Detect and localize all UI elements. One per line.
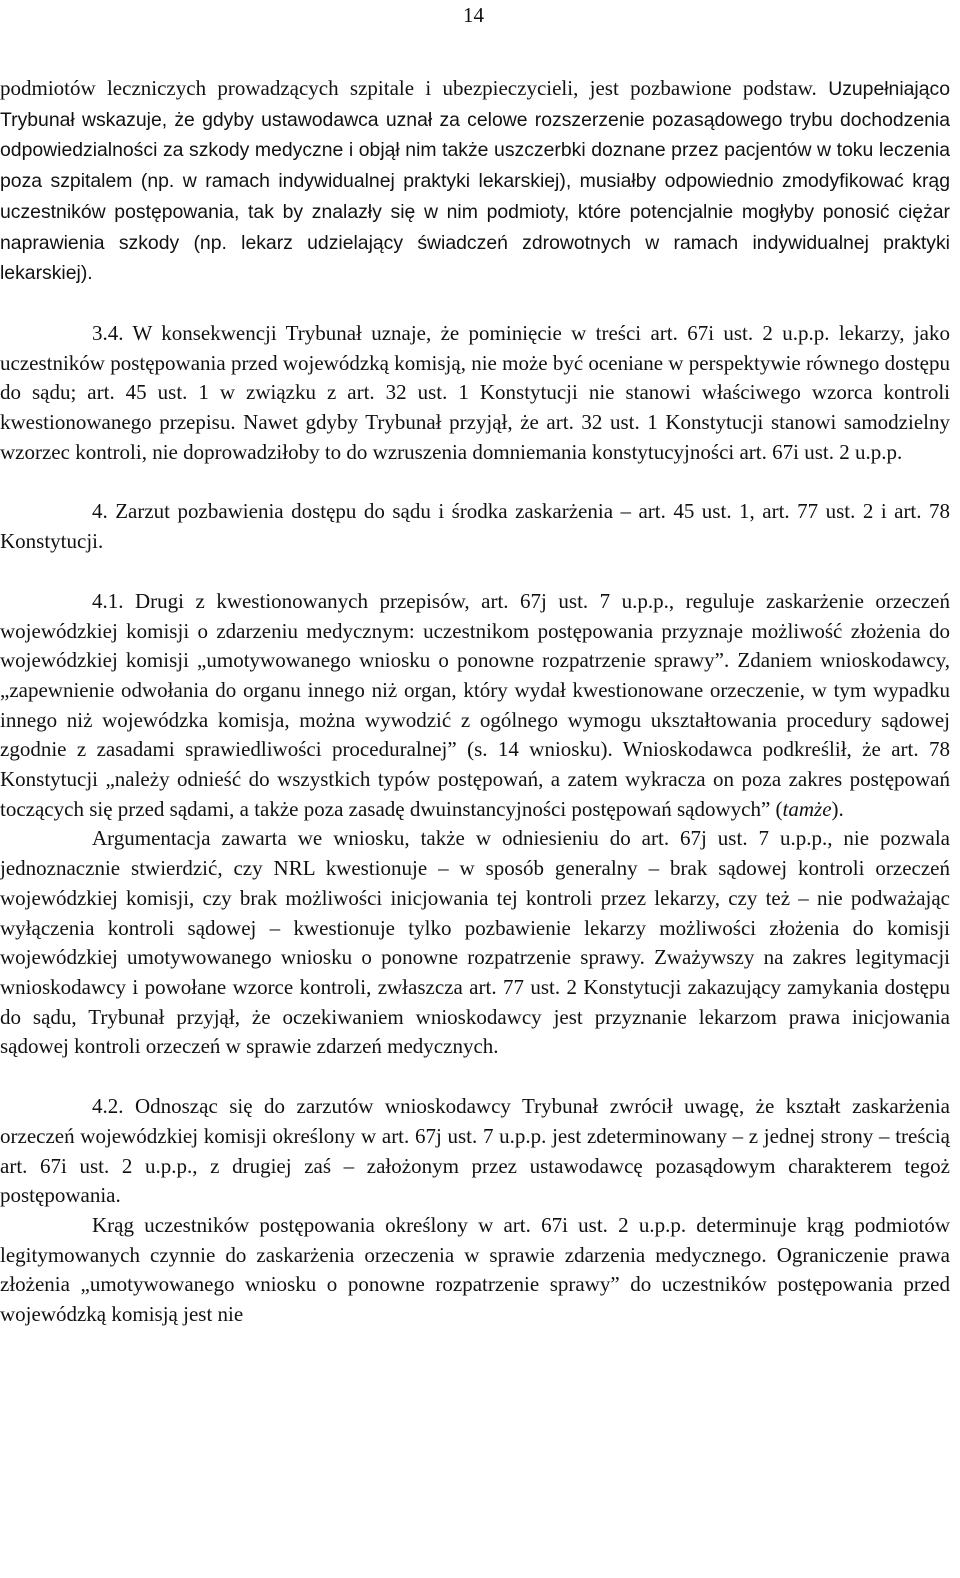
- paragraph-3-4: 3.4. W konsekwencji Trybunał uznaje, że pominięcie w treści art. 67i ust. 2 u.p.p. lekarzy, jako uczestników postępowania przed wojewódzką komisją, nie może być oceniane w perspektywie równego dostępu do sądu; art. 45 ust. 1 w związku z art. 32 ust. 1 Konstytucji nie stanowi właściwego wzorca kontroli kwestionowanego przepisu. Nawet gdyby Trybunał przyjął, że art. 32 ust. 1 Konstytucji stanowi samodzielny wzorzec kontroli, nie doprowadziłoby to do wzruszenia domniemania konstytucyjności art. 67i ust. 2 u.p.p.: [0, 320, 950, 464]
- paragraph-1-continuation: Uzupełniająco Trybunał wskazuje, że gdyby ustawodawca uznał za celowe rozszerzenie pozasądowego trybu dochodzenia odpowiedzialności za szkody medyczne i objął nim także uszczerbki doznane przez pacjentów w toku leczenia poza szpitalem (np. w ramach indywidualnej praktyki lekarskiej), musiałby odpowiednio zmodyfikować krąg uczestników postępowania, tak by znalazły się w nim podmioty, które potencjalnie mogłyby ponosić ciężar naprawienia szkody (np. lekarz udzielający świadczeń zdrowotnych w ramach indywidualnej praktyki lekarskiej).: [0, 78, 950, 285]
- paragraph-4-1-text: 4.1. Drugi z kwestionowanych przepisów, art. 67j ust. 7 u.p.p., reguluje zaskarżenie orzeczeń wojewódzkiej komisji o zdarzeniu medycznym: uczestnikom postępowania przyznaje możliwość złożenia do wojewódzkiej komisji „umotywowanego wniosku o ponowne rozpatrzenie sprawy”. Zdaniem wnioskodawcy, „zapewnienie odwołania do organu innego niż organ, który wydał kwestionowane orzeczenie, w tym wypadku innego niż wojewódzka komisja, można wywodzić z ogólnego wymogu ukształtowania procedury sądowej zgodnie z zasadami sprawiedliwości proceduralnej” (s. 14 wniosku). Wnioskodawca podkreślił, że art. 78 Konstytucji „należy odnieść do wszystkich typów postępowań, a zatem wykracza on poza zakres postępowań toczących się przed sądami, a także poza zasadę dwuinstancyjności postępowań sądowych” (: [0, 588, 950, 821]
- paragraph-1: [0, 74, 950, 289]
- document-body: [0, 74, 950, 1330]
- paragraph-participants: Krąg uczestników postępowania określony w art. 67i ust. 2 u.p.p. determinuje krąg podmiotów legitymowanych czynnie do zaskarżenia orzeczenia w sprawie zdarzenia medycznego. Ograniczenie prawa złożenia „umotywowanego wniosku o ponowne rozpatrzenie sprawy” do uczestników postępowania przed wojewódzką komisją jest nie: [0, 1212, 950, 1327]
- paragraph-4-1-end: ).: [831, 796, 844, 821]
- paragraph-argumentation: Argumentacja zawarta we wniosku, także w odniesieniu do art. 67j ust. 7 u.p.p., nie pozwala jednoznacznie stwierdzić, czy NRL kwestionuje – w sposób generalny – brak sądowej kontroli orzeczeń wojewódzkiej komisji, czy brak możliwości inicjowania tej kontroli przez lekarzy, czy też – nie podważając wyłączenia kontroli sądowej – kwestionuje tylko pozbawienie lekarzy możliwości złożenia do komisji wojewódzkiej umotywowanego wniosku o ponowne rozpatrzenie sprawy. Zważywszy na zakres legitymacji wnioskodawcy i powołane wzorce kontroli, zwłaszcza art. 77 ust. 2 Konstytucji zakazujący zamykania dostępu do sądu, Trybunał przyjął, że oczekiwaniem wnioskodawcy jest przyznanie lekarzom prawa inicjowania sądowej kontroli orzeczeń w sprawie zdarzeń medycznych.: [0, 826, 950, 1059]
- paragraph-1-start: podmiotów leczniczych prowadzących szpitale i ubezpieczycieli, jest pozbawione podstaw.: [0, 76, 817, 100]
- page-number: 14: [463, 3, 484, 27]
- paragraph-4-1-italic: tamże: [782, 796, 832, 821]
- paragraph-4-2: 4.2. Odnosząc się do zarzutów wnioskodawcy Trybunał zwrócił uwagę, że kształt zaskarżenia orzeczeń wojewódzkiej komisji określony w art. 67j ust. 7 u.p.p. jest zdeterminowany – z jednej strony – treścią art. 67i ust. 2 u.p.p., z drugiej zaś – założonym przez ustawodawcę pozasądowym charakterem tegoż postępowania.: [0, 1094, 950, 1208]
- section-heading-4: 4. Zarzut pozbawienia dostępu do sądu i środka zaskarżenia – art. 45 ust. 1, art. 77 ust. 2 i art. 78 Konstytucji.: [0, 499, 950, 554]
- paragraph-4-1: [0, 587, 950, 825]
